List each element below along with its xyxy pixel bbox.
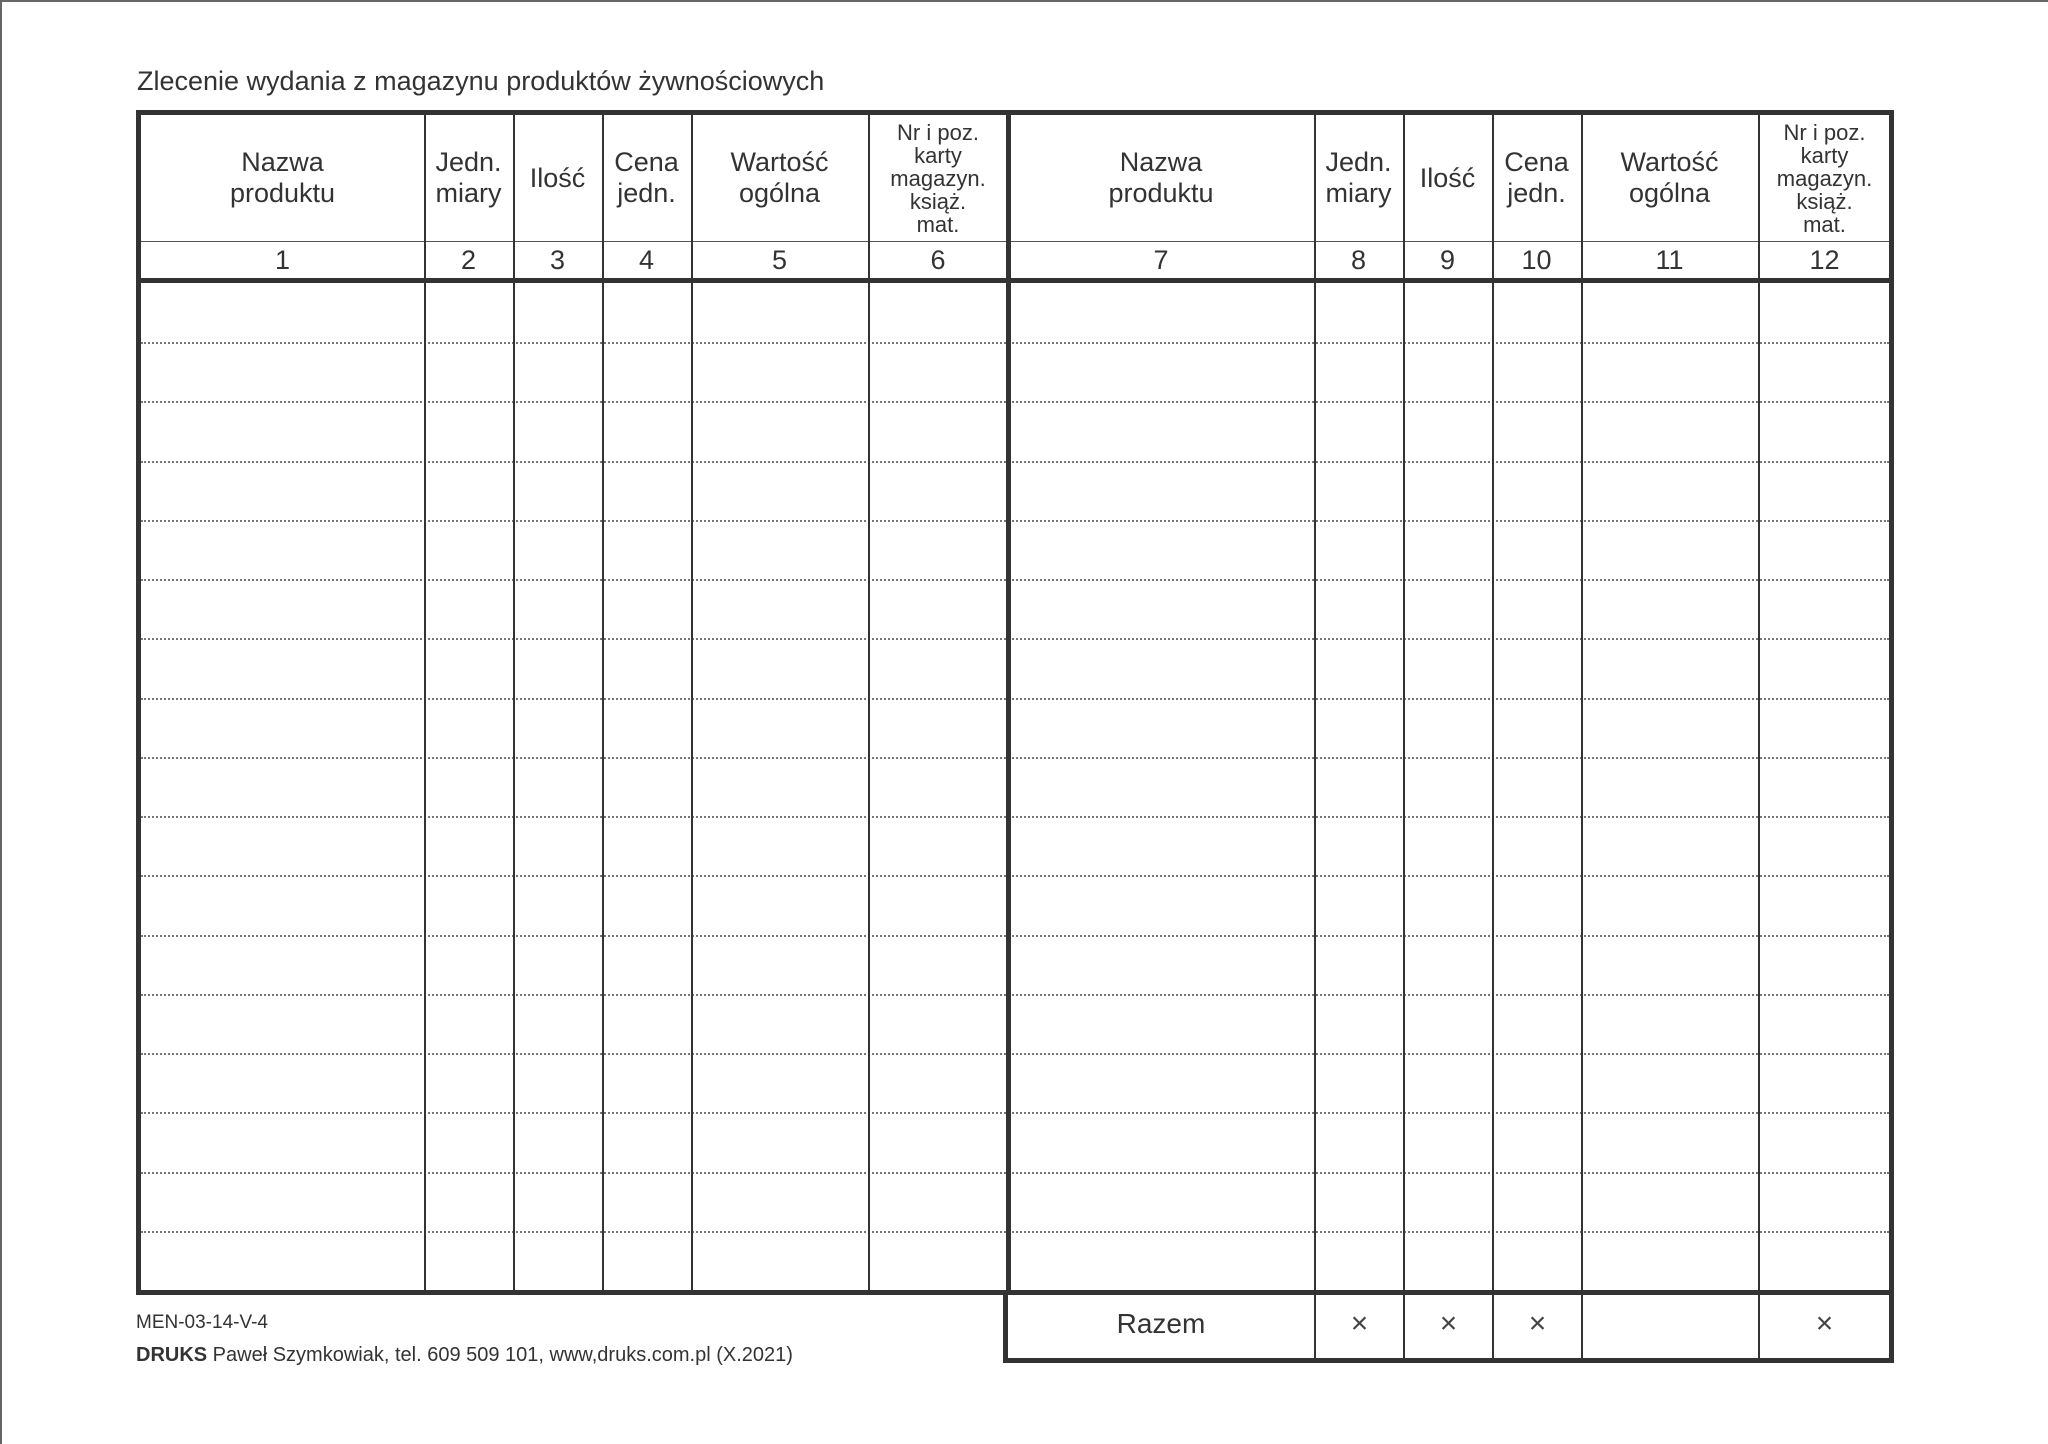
column-divider [691, 115, 693, 1290]
table-row[interactable] [141, 1112, 1889, 1171]
col-number-6: 6 [868, 241, 1008, 278]
table-row[interactable] [141, 875, 1889, 934]
table-row[interactable] [141, 935, 1889, 994]
col-header-3: Ilość [529, 162, 586, 193]
table-row[interactable] [141, 638, 1889, 697]
column-divider [424, 115, 426, 1290]
column-divider [1581, 115, 1583, 1290]
col-header-1: Nazwa produktu [229, 147, 336, 208]
table-row[interactable] [141, 994, 1889, 1053]
table-row[interactable] [141, 757, 1889, 816]
table-row[interactable] [141, 1172, 1889, 1231]
col-header-9: Ilość [1419, 162, 1476, 193]
col-header-11: Wartość ogólna [1620, 147, 1719, 208]
totals-cell-9: × [1403, 1290, 1492, 1358]
col-header-12: Nr i poz. karty magazyn. książ. mat. [1776, 119, 1873, 237]
publisher-details: Paweł Szymkowiak, tel. 609 509 101, www,druks.com.pl (X.2021) [207, 1344, 793, 1366]
items-table [136, 110, 1894, 1295]
totals-cell-10: × [1492, 1290, 1581, 1358]
col-header-10: Cena jedn. [1504, 147, 1569, 208]
col-number-1: 1 [141, 241, 424, 278]
col-header-6: Nr i poz. karty magazyn. książ. mat. [890, 119, 986, 237]
totals-cell-12: × [1758, 1290, 1889, 1358]
table-row[interactable] [141, 461, 1889, 520]
column-divider [1403, 115, 1405, 1290]
totals-cell-8: × [1314, 1290, 1403, 1358]
col-number-9: 9 [1403, 241, 1492, 278]
col-header-4: Cena jedn. [614, 147, 679, 208]
col-number-10: 10 [1492, 241, 1581, 278]
col-number-2: 2 [424, 241, 513, 278]
col-number-4: 4 [602, 241, 691, 278]
table-row[interactable] [141, 698, 1889, 757]
table-row[interactable] [141, 816, 1889, 875]
col-number-12: 12 [1758, 241, 1891, 278]
column-divider [602, 115, 604, 1290]
col-header-5: Wartość ogólna [730, 147, 829, 208]
form-code: MEN-03-14-V-4 [136, 1312, 268, 1333]
table-row[interactable] [141, 283, 1889, 342]
col-number-7: 7 [1008, 241, 1314, 278]
table-row[interactable] [141, 1231, 1889, 1290]
column-divider [1492, 115, 1494, 1290]
form-title: Zlecenie wydania z magazynu produktów żywnościowych [137, 66, 825, 96]
table-row[interactable] [141, 1053, 1889, 1112]
col-number-8: 8 [1314, 241, 1403, 278]
col-number-3: 3 [513, 241, 602, 278]
totals-cell-11[interactable] [1581, 1290, 1758, 1358]
col-number-5: 5 [691, 241, 868, 278]
column-divider [1758, 115, 1760, 1290]
column-divider [868, 115, 870, 1290]
col-number-11: 11 [1581, 241, 1758, 278]
table-row[interactable] [141, 520, 1889, 579]
col-header-8: Jedn. miary [1325, 147, 1392, 208]
table-body [141, 283, 1889, 1290]
publisher-info [136, 1344, 793, 1367]
column-divider [1314, 115, 1316, 1290]
publisher-brand: DRUKS [136, 1344, 208, 1366]
totals-row [1003, 1290, 1894, 1363]
table-row[interactable] [141, 342, 1889, 401]
totals-label: Razem [1116, 1308, 1206, 1339]
table-row[interactable] [141, 401, 1889, 460]
table-row[interactable] [141, 579, 1889, 638]
center-divider [1006, 115, 1011, 1290]
col-header-7: Nazwa produktu [1108, 147, 1214, 208]
column-divider [513, 115, 515, 1290]
col-header-2: Jedn. miary [435, 147, 502, 208]
